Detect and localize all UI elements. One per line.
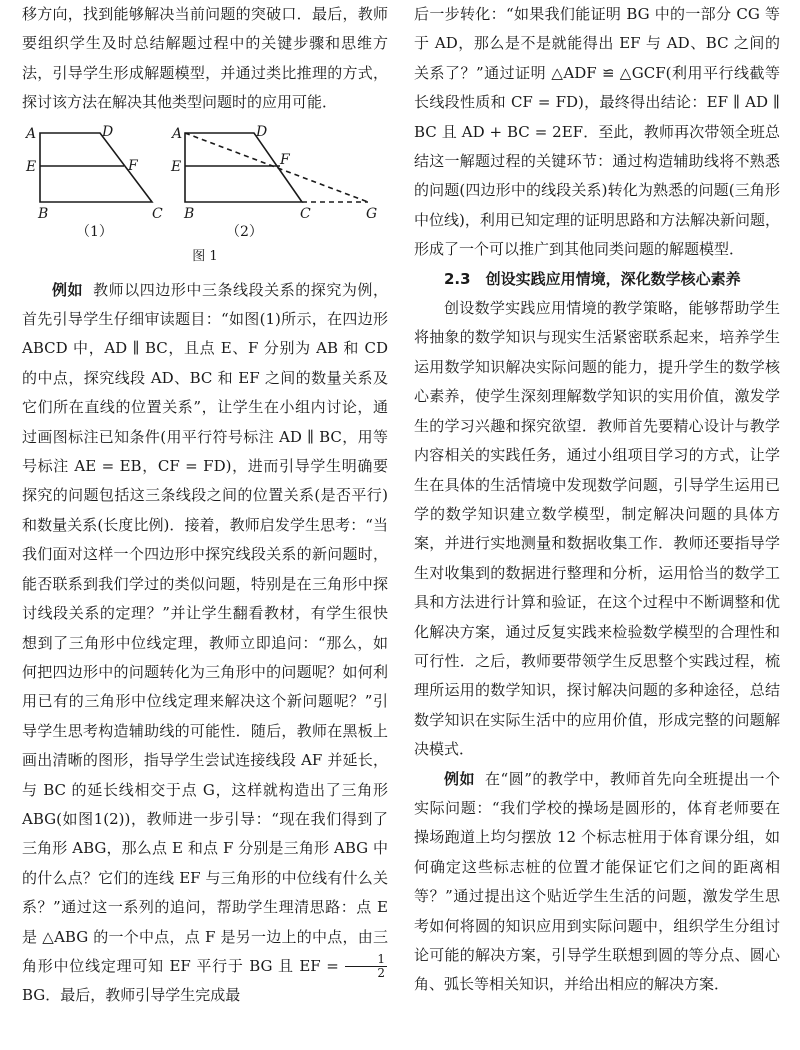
label-b-2: B [184, 205, 195, 222]
label-e-2: E [171, 158, 182, 175]
dashed-line-ag [185, 133, 368, 202]
label-d-1: D [102, 123, 114, 140]
left-paragraph-1: 移方向，找到能够解决当前问题的突破口．最后，教师要组织学生及时总结解题过程中的关键步骤和思维方法，引导学生形成解题模型，并通过类比推理的方式，探讨该方法在解决其他类型问题时的应用可能． [22, 5, 388, 112]
label-e-1: E [26, 158, 37, 175]
left-paragraph-2 [22, 276, 388, 1011]
formula-lead: 行于 BG 且 EF = [212, 956, 345, 975]
subfigure-2-label: （2） [226, 223, 263, 240]
subfigure-1-label: （1） [76, 223, 113, 240]
geometry-diagram [22, 120, 388, 248]
right-column [414, 0, 780, 1000]
figure-caption: 图 1 [192, 248, 218, 264]
label-a-2: A [172, 125, 183, 142]
label-f-2: F [280, 151, 290, 168]
figure-1 [22, 120, 388, 272]
right-paragraph-1: 后一步转化：“如果我们能证明 BG 中的一部分 CG 等于 AD，那么是不是就能得出 EF 与 AD、BC 之间的关系了？”通过证明 △ADF ≌ △GCF(利用平行线截等长线段性质和 CF = FD)，最终得出结论：EF ∥ AD ∥ BC 且 AD + BC = 2EF．至此，教师再次带领全班总结这一解题过程的关键环节：通过构造辅助线将不熟悉的问题(四边形中的线段关系)转化为熟悉的问题(三角形中位线)，利用已知定理的证明思路和方法解决新问题，形成了一个可以推广到其他同类问题的解题模型． [414, 5, 780, 259]
fraction-denominator: 2 [377, 966, 385, 981]
example-text: 教师以四边形中三条线段关系的探究为例，首先引导学生仔细审读题目：“如图(1)所示，在四边形 ABCD 中，AD ∥ BC，且点 E、F 分别为 AB 和 CD 的中点，探究线段 AD、BC 和 EF 之间的数量关系及它们所在直线的位置关系”，让学生在小组内讨论，通过画图标注已知条件(用平行符号标注 AD ∥ BC，用等号标注 AE = EB，CF = FD)，进而引导学生明确要探究的问题包括这三条线段之间的位置关系(是否平行) 和数量关系(长度比例)．接着，教师启发学生思考：“当我们面对这样一个四边形中探究线段关系的新问题时，能否联系到我们学过的类似问题，特别是在三角形中探讨线段关系的定理？”并让学生翻看教材，有学生很快想到了三角形中位线定理，教师立即追问：“那么，如何把四边形中的问题转化为三角形中的问题呢？如何利用已有的三角形中位线定理来解决这个新问题呢？”引导学生思考构造辅助线的可能性．随后，教师在黑板上画出清晰的图形，指导学生尝试连接线段 AF 并延长，与 BC 的延长线相交于点 G，这样就构造出了三角形 ABG(如图1(2))，教师进一步引导：“现在我们得到了三角形 ABG，那么点 E 和点 F 分别是三角形 ABG 中的什么点？它们的连线 EF 与三角形的中位线有什么关系？”通过这一系列的追问，帮助学生理清思路：点 E 是 △ABG 的一个中点，点 F 是另一边上的中点，由三角形中位线定理可知 EF 平 [22, 280, 388, 975]
example-lead-2: 例如 [444, 769, 476, 788]
example-text-2: 在“圆”的教学中，教师首先向全班提出一个实际问题：“我们学校的操场是圆形的，体育老师要在操场跑道上均匀摆放 12 个标志桩用于体育课分组，如何确定这些标志桩的位置才能保证它们之间的距离相等？”通过提出这个贴近学生生活的问题，激发学生思考如何将圆的知识应用到实际问题中，组织学生分组讨论可能的解决方案，引导学生联想到圆的等分点、圆心角、弧长等相关知识，并给出相应的解决方案． [414, 769, 780, 994]
label-d-2: D [256, 123, 268, 140]
fraction-numerator: 1 [345, 953, 387, 967]
right-paragraph-2: 创设数学实践应用情境的教学策略，能够帮助学生将抽象的数学知识与现实生活紧密联系起来，培养学生运用数学知识解决实际问题的能力，提升学生的数学核心素养，使学生深刻理解数学知识的实用价值，激发学生的学习兴趣和探究欲望．教师首先要精心设计与教学内容相关的实践任务，通过小组项目学习的方式，让学生在具体的生活情境中发现数学问题，引导学生运用已学的数学知识建立数学模型，制定解决问题的具体方案，并进行实地测量和数据收集工作．教师还要指导学生对收集到的数据进行整理和分析，运用恰当的数学工具和方法进行计算和验证，在这个过程中不断调整和优化解决方案，通过反复实践来检验数学模型的合理性和可行性．之后，教师要带领学生反思整个实践过程，梳理所运用的数学知识，探讨解决问题的多种途径，总结数学知识在实际生活中的应用价值，形成完整的问题解决模式． [414, 299, 780, 759]
fraction-one-half [345, 953, 387, 980]
label-f-1: F [128, 157, 138, 174]
label-b-1: B [38, 205, 49, 222]
left-column [22, 0, 388, 1011]
formula-tail: BG．最后，教师引导学生完成最 [22, 986, 241, 1005]
label-g-2: G [366, 205, 378, 222]
right-paragraph-3 [414, 765, 780, 1000]
label-a-1: A [26, 125, 37, 142]
example-lead: 例如 [52, 280, 84, 299]
label-c-2: C [300, 205, 311, 222]
section-heading-2-3: 2.3 创设实践应用情境，深化数学核心素养 [444, 269, 741, 288]
label-c-1: C [152, 205, 163, 222]
